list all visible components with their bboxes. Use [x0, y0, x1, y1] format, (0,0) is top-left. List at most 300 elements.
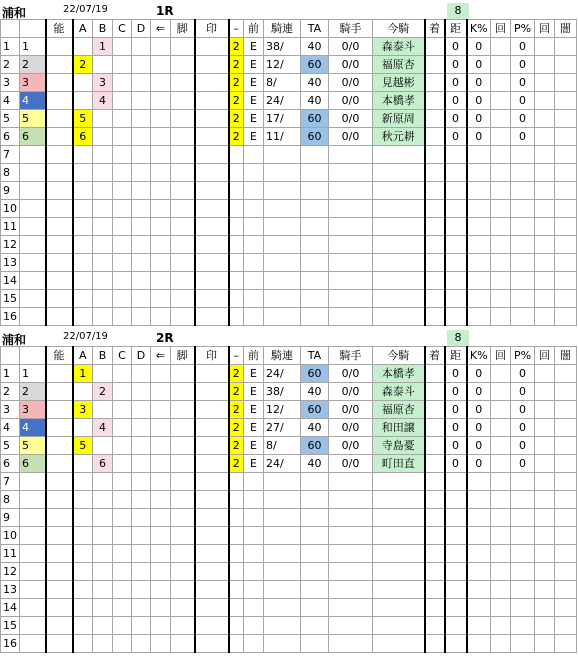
cell-rec [329, 182, 373, 200]
cell-empty [132, 545, 151, 563]
cell-k [467, 164, 491, 182]
cell-zen: E [244, 110, 264, 128]
cell-p [511, 635, 535, 653]
column-header: 能 [46, 20, 73, 38]
cell-empty [151, 401, 171, 419]
cell-rec [329, 617, 373, 635]
cell-empty [46, 599, 73, 617]
cell-empty [132, 491, 151, 509]
cell-empty [113, 383, 132, 401]
column-header: 印 [195, 347, 229, 365]
cell-empty [425, 419, 445, 437]
cell-tri [229, 527, 244, 545]
cell-b [93, 290, 113, 308]
cell-p: 0 [511, 437, 535, 455]
cell-n: 13 [1, 254, 20, 272]
cell-empty [535, 617, 555, 635]
cell-empty [132, 74, 151, 92]
cell-tri [229, 563, 244, 581]
cell-n: 3 [1, 401, 20, 419]
column-header: – [229, 347, 244, 365]
column-header: D [132, 20, 151, 38]
cell-kyori [445, 563, 467, 581]
cell-empty [113, 455, 132, 473]
cell-wk [20, 635, 46, 653]
cell-empty [491, 218, 511, 236]
cell-wk: 4 [20, 419, 46, 437]
cell-jockey [373, 617, 425, 635]
table-row [1, 182, 577, 200]
cell-jockey [373, 146, 425, 164]
cell-empty [113, 200, 132, 218]
cell-k [467, 563, 491, 581]
cell-zen [244, 599, 264, 617]
cell-empty [46, 527, 73, 545]
cell-kyori: 0 [445, 128, 467, 146]
column-header: 印 [195, 20, 229, 38]
cell-b [93, 218, 113, 236]
cell-empty [195, 419, 229, 437]
cell-kiren: 17/ [264, 110, 301, 128]
cell-b: 6 [93, 455, 113, 473]
cell-empty [555, 38, 577, 56]
cell-empty [535, 419, 555, 437]
cell-empty [491, 419, 511, 437]
cell-rec: 0/0 [329, 419, 373, 437]
cell-rec: 0/0 [329, 455, 373, 473]
cell-kyori: 0 [445, 401, 467, 419]
cell-wk [20, 545, 46, 563]
cell-ta [301, 563, 329, 581]
cell-k: 0 [467, 455, 491, 473]
cell-empty [151, 92, 171, 110]
cell-empty [535, 545, 555, 563]
cell-ta [301, 599, 329, 617]
cell-empty [425, 38, 445, 56]
cell-b [93, 254, 113, 272]
cell-rec [329, 545, 373, 563]
column-header: 回 [491, 347, 511, 365]
cell-empty [535, 254, 555, 272]
cell-empty [555, 365, 577, 383]
cell-k [467, 635, 491, 653]
header-row [1, 347, 577, 365]
cell-empty [425, 272, 445, 290]
cell-empty [171, 581, 195, 599]
cell-a [73, 581, 93, 599]
table-row [1, 509, 577, 527]
cell-kyori: 0 [445, 365, 467, 383]
cell-jockey [373, 509, 425, 527]
cell-k [467, 617, 491, 635]
cell-a [73, 563, 93, 581]
race-title-row [0, 330, 578, 346]
cell-n: 6 [1, 455, 20, 473]
cell-ta: 60 [301, 128, 329, 146]
cell-jockey: 新原周 [373, 110, 425, 128]
cell-empty [171, 563, 195, 581]
cell-empty [425, 365, 445, 383]
cell-empty [113, 272, 132, 290]
cell-b [93, 437, 113, 455]
cell-rec: 0/0 [329, 365, 373, 383]
cell-empty [491, 581, 511, 599]
cell-empty [425, 200, 445, 218]
table-row [1, 599, 577, 617]
column-header: C [113, 347, 132, 365]
race-date: 22/07/19 [63, 4, 108, 15]
cell-a [73, 455, 93, 473]
cell-empty [46, 218, 73, 236]
cell-kyori [445, 635, 467, 653]
cell-tri: 2 [229, 56, 244, 74]
cell-empty [195, 200, 229, 218]
cell-empty [491, 491, 511, 509]
cell-kyori [445, 581, 467, 599]
cell-kyori [445, 272, 467, 290]
cell-tri [229, 617, 244, 635]
cell-empty [491, 164, 511, 182]
cell-tri [229, 200, 244, 218]
table-row [1, 545, 577, 563]
cell-zen [244, 563, 264, 581]
cell-kiren [264, 146, 301, 164]
cell-tri: 2 [229, 92, 244, 110]
cell-kiren [264, 545, 301, 563]
cell-b [93, 545, 113, 563]
cell-zen [244, 290, 264, 308]
cell-p: 0 [511, 38, 535, 56]
cell-empty [535, 128, 555, 146]
cell-jockey [373, 473, 425, 491]
cell-n: 1 [1, 365, 20, 383]
cell-tri: 2 [229, 128, 244, 146]
cell-rec: 0/0 [329, 383, 373, 401]
cell-kyori: 0 [445, 56, 467, 74]
cell-wk [20, 509, 46, 527]
cell-p [511, 164, 535, 182]
entry-count: 8 [447, 330, 469, 346]
cell-p [511, 527, 535, 545]
cell-a [73, 38, 93, 56]
cell-empty [171, 236, 195, 254]
cell-rec: 0/0 [329, 74, 373, 92]
cell-empty [195, 437, 229, 455]
table-row [1, 146, 577, 164]
column-header: 闇 [555, 20, 577, 38]
cell-zen: E [244, 419, 264, 437]
cell-empty [132, 128, 151, 146]
cell-wk [20, 617, 46, 635]
cell-zen [244, 581, 264, 599]
cell-jockey [373, 545, 425, 563]
cell-empty [151, 290, 171, 308]
cell-wk: 6 [20, 128, 46, 146]
cell-empty [132, 473, 151, 491]
cell-empty [171, 272, 195, 290]
cell-kyori: 0 [445, 92, 467, 110]
cell-empty [46, 128, 73, 146]
column-header: 前 [244, 20, 264, 38]
cell-empty [555, 74, 577, 92]
cell-empty [113, 38, 132, 56]
cell-empty [113, 401, 132, 419]
cell-a: 3 [73, 401, 93, 419]
table-row [1, 128, 577, 146]
cell-n: 11 [1, 218, 20, 236]
cell-a [73, 509, 93, 527]
cell-rec [329, 599, 373, 617]
cell-kyori [445, 164, 467, 182]
cell-empty [425, 437, 445, 455]
cell-empty [491, 272, 511, 290]
table-row [1, 383, 577, 401]
cell-b [93, 110, 113, 128]
cell-wk [20, 254, 46, 272]
cell-a [73, 545, 93, 563]
cell-jockey [373, 581, 425, 599]
cell-kiren: 24/ [264, 365, 301, 383]
cell-b: 1 [93, 38, 113, 56]
cell-empty [113, 599, 132, 617]
cell-empty [195, 308, 229, 326]
column-header: A [73, 20, 93, 38]
cell-empty [425, 182, 445, 200]
cell-a [73, 491, 93, 509]
cell-empty [555, 545, 577, 563]
cell-zen [244, 617, 264, 635]
cell-tri [229, 164, 244, 182]
cell-empty [132, 581, 151, 599]
cell-p [511, 182, 535, 200]
cell-wk [20, 290, 46, 308]
cell-empty [171, 92, 195, 110]
cell-empty [171, 128, 195, 146]
cell-wk [20, 272, 46, 290]
cell-empty [195, 491, 229, 509]
cell-ta: 40 [301, 383, 329, 401]
cell-p: 0 [511, 383, 535, 401]
cell-kiren [264, 218, 301, 236]
cell-a: 5 [73, 437, 93, 455]
cell-empty [171, 491, 195, 509]
cell-rec [329, 236, 373, 254]
cell-b [93, 617, 113, 635]
cell-p: 0 [511, 56, 535, 74]
table-row [1, 563, 577, 581]
cell-empty [132, 38, 151, 56]
cell-empty [171, 509, 195, 527]
cell-tri [229, 254, 244, 272]
cell-empty [555, 527, 577, 545]
cell-empty [132, 509, 151, 527]
cell-p [511, 473, 535, 491]
cell-rec [329, 563, 373, 581]
cell-empty [132, 308, 151, 326]
cell-empty [151, 38, 171, 56]
cell-tri: 2 [229, 38, 244, 56]
cell-empty [132, 146, 151, 164]
cell-empty [151, 254, 171, 272]
cell-empty [491, 383, 511, 401]
cell-n: 2 [1, 383, 20, 401]
column-header: 騎連 [264, 347, 301, 365]
cell-empty [425, 128, 445, 146]
cell-empty [151, 164, 171, 182]
table-row [1, 110, 577, 128]
cell-empty [195, 236, 229, 254]
cell-empty [195, 272, 229, 290]
cell-empty [46, 491, 73, 509]
cell-kiren: 11/ [264, 128, 301, 146]
cell-tri [229, 218, 244, 236]
cell-empty [535, 599, 555, 617]
cell-empty [491, 182, 511, 200]
cell-empty [113, 218, 132, 236]
cell-jockey [373, 563, 425, 581]
cell-empty [425, 383, 445, 401]
column-header [1, 347, 20, 365]
cell-jockey [373, 236, 425, 254]
cell-tri: 2 [229, 419, 244, 437]
cell-ta [301, 164, 329, 182]
cell-empty [555, 509, 577, 527]
cell-empty [195, 74, 229, 92]
cell-empty [46, 509, 73, 527]
table-row [1, 74, 577, 92]
cell-empty [425, 473, 445, 491]
cell-empty [555, 254, 577, 272]
cell-empty [535, 455, 555, 473]
cell-b [93, 200, 113, 218]
cell-jockey [373, 254, 425, 272]
table-row [1, 200, 577, 218]
cell-empty [113, 182, 132, 200]
table-row [1, 581, 577, 599]
cell-kyori: 0 [445, 383, 467, 401]
cell-tri [229, 473, 244, 491]
cell-a [73, 182, 93, 200]
cell-kyori: 0 [445, 74, 467, 92]
cell-empty [195, 365, 229, 383]
cell-empty [425, 545, 445, 563]
column-header: ⇐ [151, 20, 171, 38]
cell-rec [329, 146, 373, 164]
cell-kyori [445, 473, 467, 491]
cell-empty [151, 383, 171, 401]
cell-kiren [264, 635, 301, 653]
cell-p [511, 581, 535, 599]
cell-empty [171, 527, 195, 545]
cell-empty [46, 74, 73, 92]
cell-kiren [264, 290, 301, 308]
cell-jockey: 福原杏 [373, 56, 425, 74]
cell-rec [329, 491, 373, 509]
cell-a: 6 [73, 128, 93, 146]
cell-wk [20, 563, 46, 581]
column-header: 着 [425, 20, 445, 38]
venue-label: 浦和 [2, 6, 27, 20]
cell-ta [301, 545, 329, 563]
cell-rec: 0/0 [329, 401, 373, 419]
column-header: B [93, 20, 113, 38]
cell-empty [555, 581, 577, 599]
cell-b: 3 [93, 74, 113, 92]
cell-empty [171, 419, 195, 437]
cell-jockey: 秋元耕 [373, 128, 425, 146]
cell-kyori [445, 182, 467, 200]
cell-n: 15 [1, 290, 20, 308]
table-row [1, 437, 577, 455]
cell-zen: E [244, 383, 264, 401]
cell-zen [244, 545, 264, 563]
cell-empty [151, 581, 171, 599]
cell-zen: E [244, 128, 264, 146]
cell-n: 12 [1, 563, 20, 581]
race-date: 22/07/19 [63, 331, 108, 342]
cell-empty [425, 509, 445, 527]
cell-empty [491, 200, 511, 218]
cell-ta: 60 [301, 401, 329, 419]
column-header: 回 [535, 20, 555, 38]
cell-b: 4 [93, 92, 113, 110]
cell-empty [555, 308, 577, 326]
column-header: 今騎 [373, 20, 425, 38]
cell-empty [171, 254, 195, 272]
cell-empty [491, 56, 511, 74]
cell-zen [244, 473, 264, 491]
cell-b [93, 563, 113, 581]
cell-a [73, 419, 93, 437]
cell-b [93, 509, 113, 527]
cell-empty [491, 38, 511, 56]
cell-a [73, 164, 93, 182]
cell-empty [555, 383, 577, 401]
race-table [0, 346, 577, 653]
cell-kiren: 8/ [264, 437, 301, 455]
cell-ta: 60 [301, 365, 329, 383]
cell-zen [244, 308, 264, 326]
cell-kiren: 12/ [264, 401, 301, 419]
cell-a [73, 92, 93, 110]
cell-k: 0 [467, 110, 491, 128]
cell-empty [132, 599, 151, 617]
table-row [1, 92, 577, 110]
table-row [1, 617, 577, 635]
cell-b [93, 491, 113, 509]
cell-empty [113, 146, 132, 164]
cell-kiren: 8/ [264, 74, 301, 92]
cell-p [511, 509, 535, 527]
cell-empty [151, 218, 171, 236]
cell-empty [113, 254, 132, 272]
cell-empty [425, 527, 445, 545]
cell-wk: 5 [20, 110, 46, 128]
cell-empty [195, 527, 229, 545]
cell-b [93, 401, 113, 419]
cell-empty [113, 617, 132, 635]
cell-empty [535, 437, 555, 455]
cell-kiren [264, 308, 301, 326]
column-header: 距 [445, 20, 467, 38]
cell-a: 2 [73, 56, 93, 74]
cell-empty [151, 56, 171, 74]
cell-empty [46, 473, 73, 491]
cell-k [467, 308, 491, 326]
cell-wk: 3 [20, 74, 46, 92]
cell-rec: 0/0 [329, 437, 373, 455]
cell-empty [425, 599, 445, 617]
